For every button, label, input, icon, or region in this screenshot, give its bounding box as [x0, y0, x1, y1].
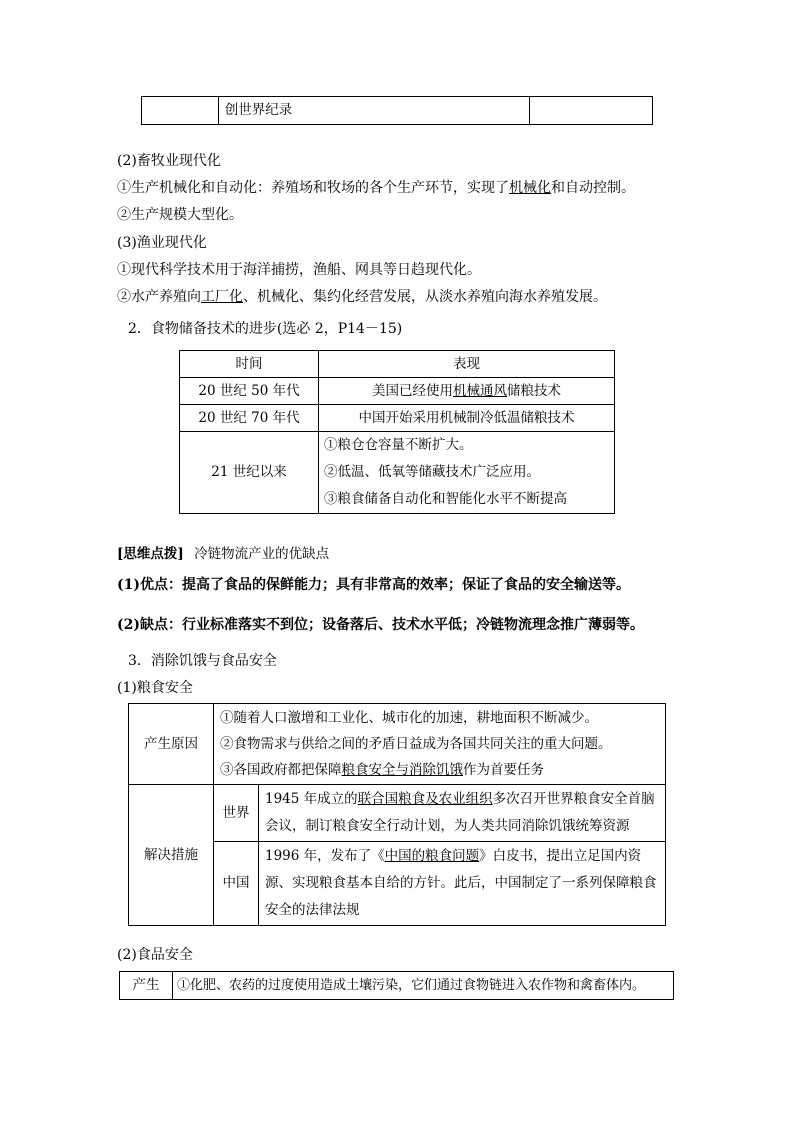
storage-row2-perf: 中国开始采用机械制冷低温储粮技术	[319, 405, 615, 432]
cause-line-2: ②食物需求与供给之间的矛盾日益成为各国共同关注的重大问题。	[220, 736, 612, 752]
livestock-item-1: ①生产机械化和自动化：养殖场和牧场的各个生产环节，实现了机械化和自动控制。	[117, 180, 635, 196]
world-content: 1945 年成立的联合国粮食及农业组织多次召开世界粮食安全首脑会议，制订粮食安全行动计划，为人类共同消除饥饿统筹资源	[259, 785, 666, 842]
storage-row3-line-3: ③粮食储备自动化和智能化水平不断提高	[324, 491, 567, 507]
food-safety-label: 产生	[120, 972, 173, 1000]
measure-label: 解决措施	[129, 785, 214, 926]
thinking-cons: (2)缺点：行业标准落实不到位；设备落后、技术水平低；冷链物流理念推广薄弱等。	[117, 617, 644, 633]
storage-row1-time: 20 世纪 50 年代	[180, 378, 319, 405]
livestock-heading: (2)畜牧业现代化	[117, 153, 221, 169]
hunger-heading: 3．消除饥饿与食品安全	[128, 653, 277, 669]
thinking-pros: (1)优点：提高了食品的保鲜能力；具有非常高的效率；保证了食品的安全输送等。	[117, 577, 630, 593]
storage-row3-line-1: ①粮仓仓容量不断扩大。	[324, 437, 473, 453]
storage-row3-line-2: ②低温、低氧等储藏技术广泛应用。	[324, 464, 540, 480]
fishery-item-2: ②水产养殖向工厂化、机械化、集约化经营发展，从淡水养殖向海水养殖发展。	[117, 289, 607, 305]
top-table-cell-empty-left	[142, 97, 219, 125]
livestock-item-2: ②生产规模大型化。	[117, 207, 243, 223]
cause-line-1: ①随着人口激增和工业化、城市化的加速，耕地面积不断减少。	[220, 710, 598, 726]
food-safety-subheading: (2)食品安全	[117, 947, 193, 963]
storage-row3-time: 21 世纪以来	[180, 432, 319, 514]
storage-row2-time: 20 世纪 70 年代	[180, 405, 319, 432]
storage-table	[179, 350, 615, 514]
thinking-title: 冷链物流产业的优缺点	[194, 546, 330, 562]
thinking-tag: [思维点拨]	[117, 546, 184, 562]
cause-content	[214, 704, 666, 785]
top-table-cell-empty-right	[530, 97, 653, 125]
grain-security-subheading: (1)粮食安全	[117, 680, 193, 696]
storage-col-perf: 表现	[319, 351, 615, 378]
cause-label: 产生原因	[129, 704, 214, 785]
fishery-item-1: ①现代科学技术用于海洋捕捞，渔船、网具等日趋现代化。	[117, 262, 481, 278]
storage-row3-perf	[319, 432, 615, 514]
china-content: 1996 年，发布了《中国的粮食问题》白皮书，提出立足国内资源、实现粮食基本自给的方针。此后，中国制定了一系列保障粮食安全的法律法规	[259, 842, 666, 926]
top-table-cell-text: 创世界纪录	[218, 97, 530, 125]
food-safety-text: ①化肥、农药的过度使用造成土壤污染，它们通过食物链进入农作物和禽畜体内。	[173, 972, 674, 1000]
world-label: 世界	[214, 785, 259, 842]
storage-col-time: 时间	[180, 351, 319, 378]
grain-security-table	[128, 703, 666, 926]
china-label: 中国	[214, 842, 259, 926]
thinking-heading	[117, 542, 329, 562]
fishery-heading: (3)渔业现代化	[117, 235, 207, 251]
cause-line-3: ③各国政府都把保障粮食安全与消除饥饿作为首要任务	[220, 762, 544, 778]
top-table	[141, 96, 653, 125]
storage-heading: 2．食物储备技术的进步(选必 2，P14－15)	[128, 321, 403, 337]
food-safety-table	[119, 971, 674, 1000]
storage-row1-perf: 美国已经使用机械通风储粮技术	[319, 378, 615, 405]
